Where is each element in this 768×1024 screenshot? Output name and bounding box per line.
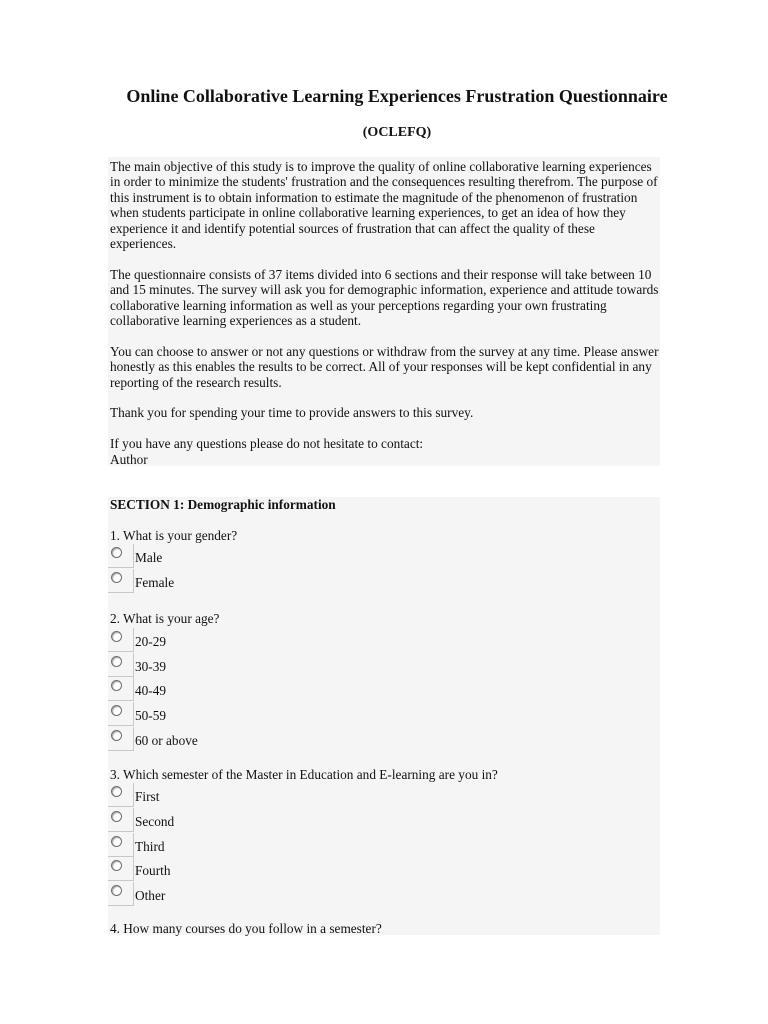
option-label: Third [135,839,165,854]
option-label: Second [135,814,175,829]
option-label: First [135,789,160,804]
option-label: 40-49 [135,683,167,698]
contact-paragraph [110,436,660,467]
radio-cell [108,569,134,593]
intro-paragraph: The main objective of this study is to improve the quality of online collaborative learning experiences in order to minimize the students' frustration and the consequences resulting therefrom. The purpose of this instrument is to obtain information to estimate the magnitude of the phenomenon of frustration when students participate in online collaborative learning experiences, to get an idea of how they experience it and identify potential sources of frustration that can affect the quality of these experiences. [110,159,658,252]
radio-button-icon[interactable] [111,860,122,871]
intro-paragraph: The questionnaire consists of 37 items divided into 6 sections and their response will take between 10 and 15 minutes. The survey will ask you for demographic information, experience and attitude towards collaborative learning information as well as your perceptions regarding your own frustrating collaborative learning experiences as a student. [110,266,659,329]
contact-name: Author [110,451,148,467]
option-label: Other [135,888,166,903]
intro-block [108,157,660,466]
question-semester: 3. Which semester of the Master in Education and E-learning are you in? [110,767,498,782]
option-label: 50-59 [135,708,167,723]
intro-paragraph: Thank you for spending your time to provide answers to this survey. [110,405,474,421]
intro-paragraph: You can choose to answer or not any questions or withdraw from the survey at any time. Please answer honestly as this enables the results to be correct. All of your responses will be kept confidential in any reporting of the research results. [110,343,659,390]
option-label: Male [135,550,163,565]
radio-button-icon[interactable] [111,811,122,822]
radio-button-icon[interactable] [111,836,122,847]
document-title: Online Collaborative Learning Experiences Frustration Questionnaire [126,86,668,106]
radio-button-icon[interactable] [111,547,122,558]
option-label: Female [135,575,175,590]
radio-button-icon[interactable] [111,572,122,583]
section-heading: SECTION 1: Demographic information [110,497,336,512]
contact-line: If you have any questions please do not hesitate to contact: [110,436,424,452]
radio-cell [108,833,134,857]
radio-cell [108,857,134,881]
radio-button-icon[interactable] [111,631,122,642]
radio-button-icon[interactable] [111,680,122,691]
radio-cell [108,544,134,568]
option-label: 30-39 [135,659,167,674]
radio-cell [108,882,134,906]
radio-button-icon[interactable] [111,656,122,667]
radio-cell [108,628,134,652]
radio-cell [108,808,134,832]
option-label: 20-29 [135,634,167,649]
radio-button-icon[interactable] [111,885,122,896]
radio-cell [108,727,134,751]
radio-cell [108,702,134,726]
question-gender: 1. What is your gender? [110,528,238,543]
radio-cell [108,653,134,677]
radio-button-icon[interactable] [111,705,122,716]
radio-button-icon[interactable] [111,786,122,797]
option-label: Fourth [135,863,171,878]
document-subtitle: (OCLEFQ) [362,125,432,140]
option-label: 60 or above [135,733,198,748]
radio-button-icon[interactable] [111,730,122,741]
radio-cell [108,783,134,807]
section-1-demographics [108,497,660,935]
radio-cell [108,677,134,701]
question-courses: 4. How many courses do you follow in a semester? [110,921,382,936]
question-age: 2. What is your age? [110,611,220,626]
